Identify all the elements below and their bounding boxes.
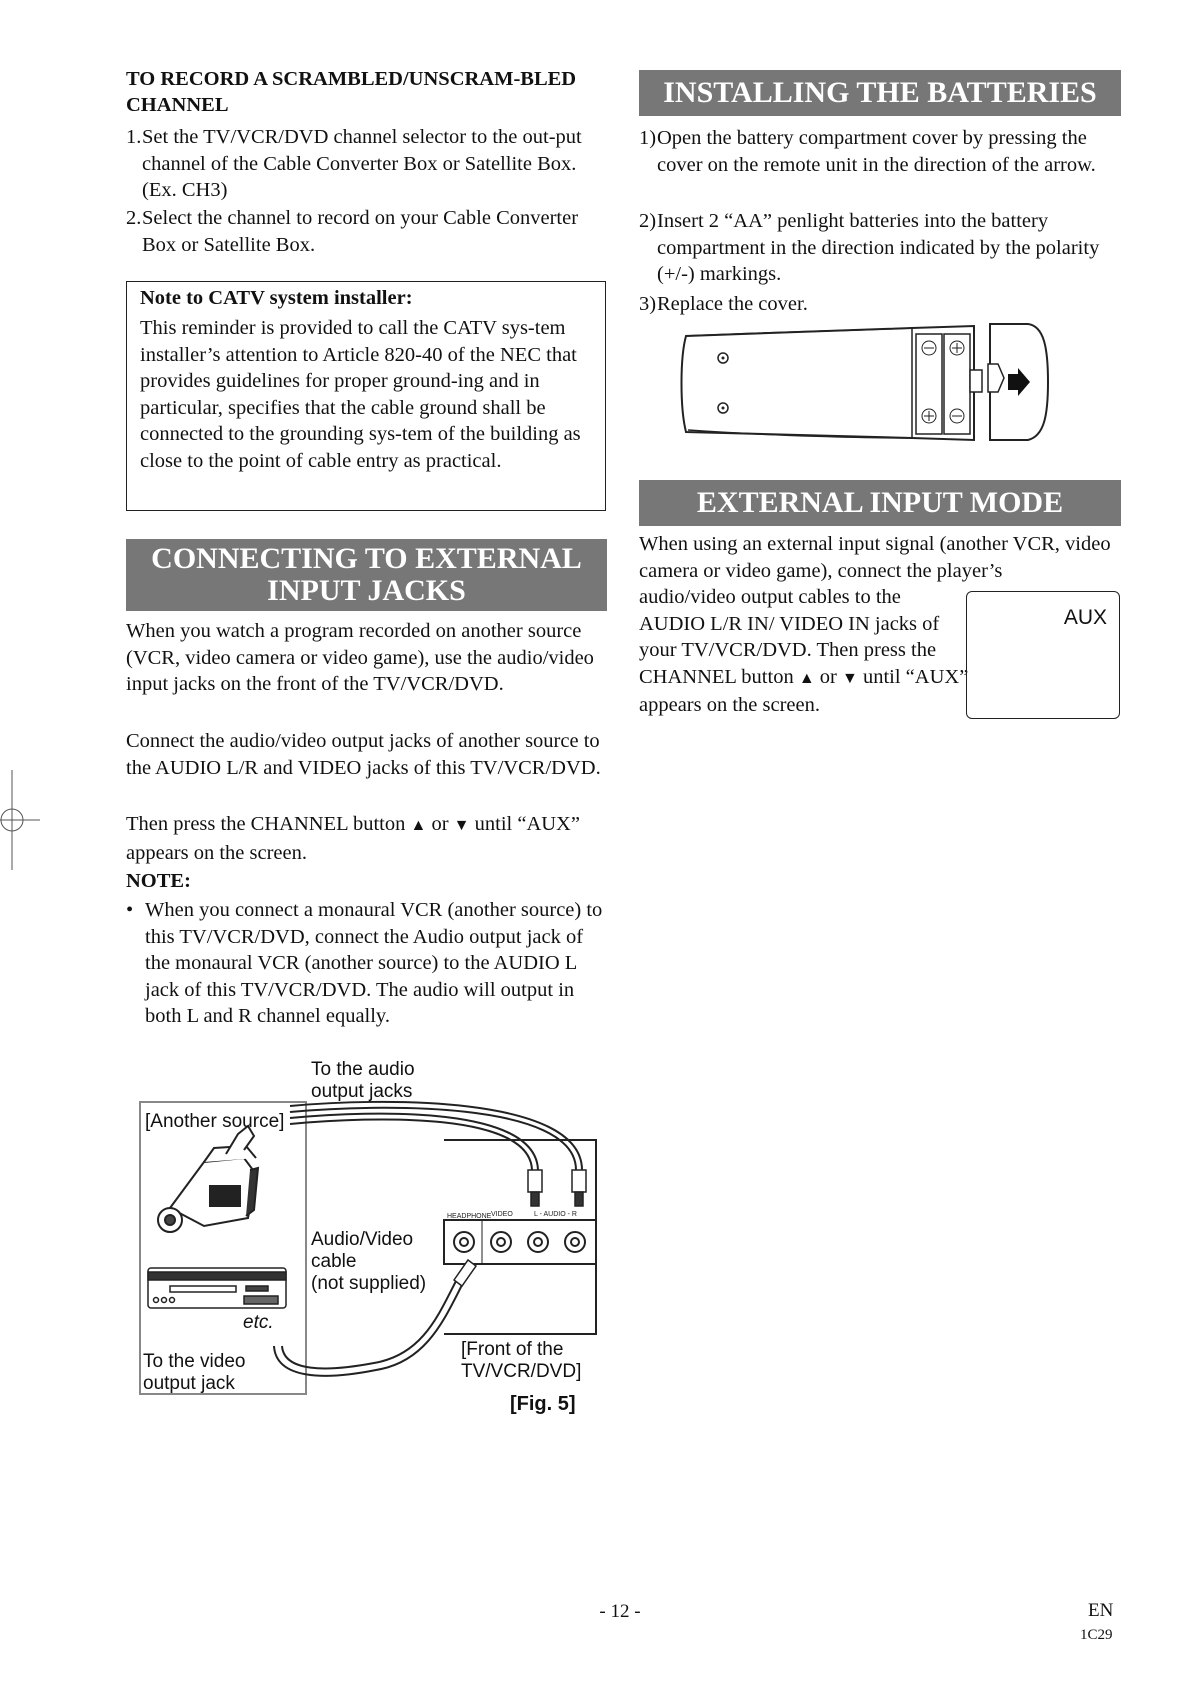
- up-arrow-icon: ▲: [798, 669, 815, 687]
- language-code: EN: [1088, 1600, 1114, 1621]
- page-number: - 12 -: [599, 1601, 641, 1622]
- video-jack-label: VIDEO: [491, 1211, 513, 1218]
- step-number: 1): [639, 127, 657, 149]
- step-text: Open the battery compartment cover by pressing the cover on the remote unit in the direction of the arrow.: [657, 127, 1096, 176]
- external-input-heading: EXTERNAL INPUT MODE: [639, 480, 1121, 526]
- step-text: Set the TV/VCR/DVD channel selector to the out-put channel of the Cable Converter Box or Satellite Box. (Ex. CH3): [142, 126, 582, 201]
- remote-control-icon: [672, 318, 1050, 448]
- external-para-rest-a: audio/video output cables to the AUDIO L/R IN/ VIDEO IN jacks of your TV/VCR/DVD. Then press the CHANNEL button: [639, 586, 940, 688]
- front-tv-line1: [Front of the: [461, 1339, 564, 1360]
- external-para-rest-c: until “AUX” appears on the screen.: [639, 665, 969, 716]
- connecting-para-3a: Then press the CHANNEL button: [126, 813, 411, 835]
- catv-note-body: This reminder is provided to call the CATV sys-tem installer’s attention to Article 820-40 of the NEC that provides guidelines for proper ground-ing and in particular, specifies that the cable ground shall be connected to the grounding sys-tem of the building as close to the point of cable entry as practical.: [140, 317, 581, 472]
- step-text: Select the channel to record on your Cable Converter Box or Satellite Box.: [142, 207, 579, 256]
- catv-note-box: [126, 281, 606, 511]
- av-cable-line3: (not supplied): [311, 1273, 427, 1294]
- etc-label: etc.: [243, 1312, 274, 1333]
- to-video-line1: To the video: [143, 1351, 246, 1372]
- to-audio-line1: To the audio: [311, 1059, 415, 1080]
- catv-note-title: Note to CATV system installer:: [140, 287, 413, 309]
- crop-mark: [0, 770, 40, 870]
- av-cable-line2: cable: [311, 1251, 357, 1272]
- front-tv-line2: TV/VCR/DVD]: [461, 1361, 582, 1382]
- external-para-line1: When using an external input signal (another VCR, video camera or video game), connect the player’s: [639, 533, 1111, 582]
- to-video-label: [143, 1351, 245, 1395]
- step-number: 2.: [126, 207, 142, 229]
- figure-number: [Fig. 5]: [510, 1393, 576, 1415]
- headphone-jack-label: HEADPHONE: [447, 1213, 492, 1220]
- down-arrow-icon: ▼: [842, 669, 858, 687]
- step-number: 3): [639, 293, 657, 315]
- connecting-para-2: Connect the audio/video output jacks of another source to the AUDIO L/R and VIDEO jacks of this TV/VCR/DVD.: [126, 730, 601, 779]
- step-number: 2): [639, 210, 657, 232]
- step-text: Insert 2 “AA” penlight batteries into the battery compartment in the direction indicated by the polarity (+/-) markings.: [657, 210, 1100, 285]
- scrambled-step-2: [126, 205, 606, 259]
- front-tv-label: [461, 1339, 581, 1383]
- step-text: Replace the cover.: [657, 293, 808, 315]
- battery-step-1: [639, 125, 1121, 205]
- external-input-paragraph: [639, 531, 1111, 719]
- aux-screen-display: [966, 591, 1120, 719]
- scrambled-heading: TO RECORD A SCRAMBLED/UNSCRAM-BLED CHANNEL: [126, 68, 577, 116]
- document-code: 1C29: [1080, 1627, 1113, 1643]
- bullet-icon: •: [126, 899, 134, 921]
- battery-step-3: [639, 291, 1121, 319]
- to-audio-line2: output jacks: [311, 1081, 413, 1102]
- another-source-label: [Another source]: [145, 1111, 285, 1132]
- step-number: 1.: [126, 126, 142, 148]
- connecting-para-3c: until “AUX” appears on the screen.: [126, 813, 580, 864]
- connecting-para-3b: or: [426, 813, 454, 835]
- connecting-heading-line2: INPUT JACKS: [267, 574, 466, 607]
- av-cable-line1: Audio/Video: [311, 1229, 414, 1250]
- external-para-rest-b: or: [814, 665, 842, 688]
- down-arrow-icon: ▼: [453, 817, 470, 834]
- note-bullet-text: When you connect a monaural VCR (another source) to this TV/VCR/DVD, connect the Audio output jack of the monaural VCR (another source) to the AUDIO L jack of this TV/VCR/DVD. The audio will output in both L and R channel equally.: [145, 899, 603, 1027]
- to-video-line2: output jack: [143, 1373, 235, 1394]
- scrambled-step-1: [126, 124, 606, 204]
- up-arrow-icon: ▲: [410, 817, 427, 834]
- batteries-heading: INSTALLING THE BATTERIES: [639, 70, 1121, 116]
- connecting-para-1: When you watch a program recorded on another source (VCR, video camera or video game), use the audio/video input jacks on the front of the TV/VCR/DVD.: [126, 620, 594, 695]
- note-heading: NOTE:: [126, 870, 191, 892]
- vcr-icon: [148, 1268, 286, 1308]
- battery-step-2: [639, 208, 1121, 288]
- connecting-para-3: [126, 811, 608, 866]
- tv-front-panel: [444, 1140, 596, 1334]
- connecting-heading-line1: CONNECTING TO EXTERNAL: [151, 542, 582, 575]
- aux-screen-text: AUX: [1063, 606, 1107, 629]
- to-audio-label: [311, 1059, 415, 1103]
- av-cable-label: [311, 1229, 426, 1295]
- connecting-heading: [126, 539, 607, 611]
- audio-jack-label: L - AUDIO - R: [534, 1211, 577, 1218]
